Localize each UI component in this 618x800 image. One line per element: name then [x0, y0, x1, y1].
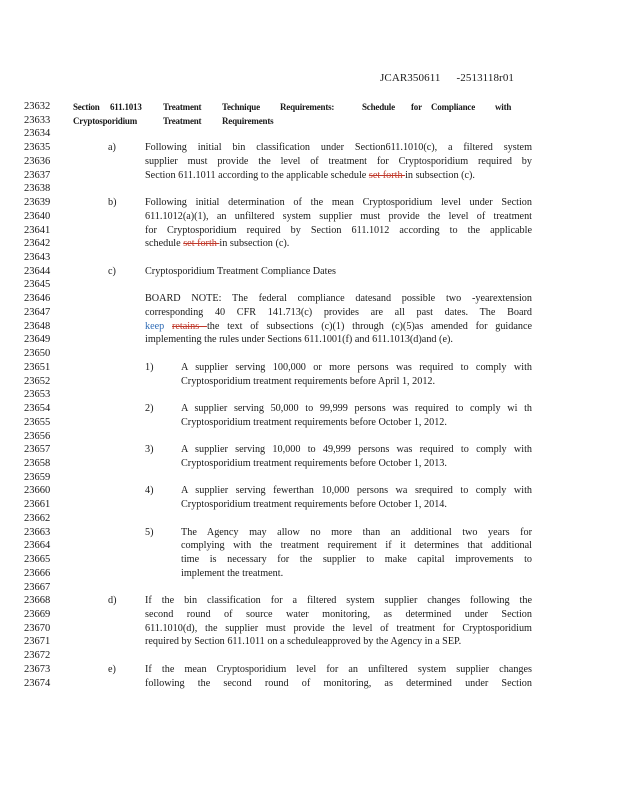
line-text: required by Section 611.1011 on a scheduleapproved by the Agency in a SEP.: [145, 636, 462, 648]
line-number: 23666: [24, 567, 51, 579]
line-text: supplier must provide the level of treatment for Cryptosporidium required by: [145, 155, 532, 167]
line-number: 23644: [24, 265, 51, 277]
line-number: 23649: [24, 334, 51, 346]
item-text: Cryptosporidium treatment requirements before October 1, 2012.: [181, 416, 447, 428]
item-text: Cryptosporidium treatment requirements before October 1, 2014.: [181, 499, 447, 511]
line-text: corresponding 40 CFR 141.713(c) provides are all past dates. The Board: [145, 306, 532, 318]
heading-word: Requirements:: [280, 102, 335, 112]
line-number: 23672: [24, 650, 51, 662]
line-text: If the bin classification for a filtered system supplier changes following the: [145, 595, 532, 607]
line-text: Cryptosporidium Treatment Compliance Dates: [145, 265, 336, 277]
header-document-id: JCAR350611: [380, 72, 441, 84]
heading-word: 611.1013: [110, 102, 142, 112]
inserted-text: keep: [145, 320, 172, 332]
line-number: 23638: [24, 183, 51, 195]
line-text: If the mean Cryptosporidium level for an unfiltered system supplier changes: [145, 663, 532, 675]
line-text: 611.1012(a)(1), an unfiltered system supplier must provide the level of treatment: [145, 210, 532, 222]
line-number: 23662: [24, 512, 51, 524]
line-text: keep retains the text of subsections (c)(1) through (c)(5)as amended for guidance: [145, 320, 533, 332]
line-number: 23655: [24, 416, 51, 428]
line-number: 23660: [24, 485, 51, 497]
line-number: 23641: [24, 224, 51, 236]
line-text: following the second round of monitoring, as determined under Section: [145, 677, 532, 689]
page-header: [380, 72, 514, 84]
line-number: 23652: [24, 375, 51, 387]
line-number: 23657: [24, 444, 51, 456]
heading-word: Cryptosporidium: [73, 115, 138, 126]
line-text: Following initial determination of the mean Cryptosporidium level under Section: [145, 197, 532, 209]
line-number: 23668: [24, 595, 51, 607]
item-text: Cryptosporidium treatment requirements before October 1, 2013.: [181, 457, 447, 469]
line-number: 23650: [24, 348, 51, 360]
line-text: second round of source water monitoring, as determined under Section: [145, 609, 532, 620]
line-number: 23647: [24, 306, 51, 318]
line-number: 23663: [24, 526, 51, 538]
subsection-label: e): [108, 663, 116, 675]
line-number: 23653: [24, 389, 51, 401]
heading-word: for: [411, 102, 422, 112]
item-text: A supplier serving fewerthan 10,000 persons wa srequired to comply with: [181, 485, 532, 497]
heading-word: Treatment: [163, 115, 202, 126]
item-text: A supplier serving 10,000 to 49,999 persons was required to comply with: [181, 444, 532, 456]
line-number: 23645: [24, 279, 51, 291]
item-text: A supplier serving 100,000 or more persons was required to comply with: [181, 361, 532, 373]
line-text: 611.1010(d), the supplier must provide the level of treatment for Cryptosporidium: [145, 622, 532, 634]
heading-word: Section: [73, 102, 100, 112]
line-number: 23674: [24, 677, 51, 689]
line-number: 23635: [24, 142, 51, 154]
line-number: 23633: [24, 114, 51, 126]
line-number: 23640: [24, 210, 51, 222]
item-text: The Agency may allow no more than an additional two years for: [181, 526, 532, 538]
line-number: 23643: [24, 252, 51, 264]
line-number: 23651: [24, 361, 51, 373]
line-number: 23646: [24, 293, 51, 305]
heading-word: Technique: [222, 102, 260, 112]
header-revision-id: -2513118r01: [456, 72, 515, 84]
heading-word: Treatment: [163, 102, 202, 112]
line-number: 23634: [24, 128, 51, 140]
item-label: 3): [145, 444, 154, 456]
subsection-label: c): [108, 265, 116, 277]
line-number: 23639: [24, 197, 51, 209]
line-number: 23642: [24, 238, 51, 250]
item-text: implement the treatment.: [181, 567, 284, 579]
line-number: 23636: [24, 155, 51, 167]
item-label: 5): [145, 526, 154, 538]
item-text: A supplier serving 50,000 to 99,999 persons was required to comply wi th: [181, 403, 532, 415]
line-number: 23673: [24, 663, 51, 675]
line-number: 23658: [24, 457, 51, 469]
line-number: 23664: [24, 540, 51, 552]
line-number: 23669: [24, 609, 51, 620]
heading-word: with: [495, 102, 512, 112]
subsection-label: a): [108, 142, 116, 154]
line-number: 23667: [24, 581, 51, 593]
line-text: BOARD NOTE: The federal compliance datesand possible two -yearextension: [145, 293, 532, 305]
subsection-label: b): [108, 197, 117, 209]
item-text: time is necessary for the supplier to make capital improvements to: [181, 554, 532, 566]
item-text: complying with the treatment requirement if it determines that additional: [181, 540, 532, 552]
line-number: 23671: [24, 636, 51, 648]
line-number: 23648: [24, 320, 51, 332]
deleted-text: set forth: [368, 169, 406, 181]
line-number: 23656: [24, 430, 51, 442]
line-text: schedule set forth in subsection (c).: [145, 238, 290, 250]
item-label: 4): [145, 485, 154, 497]
line-text: Section 611.1011 according to the applicable schedule set forth in subsection (c).: [145, 169, 475, 181]
line-number: 23659: [24, 471, 51, 483]
item-text: Cryptosporidium treatment requirements before April 1, 2012.: [181, 375, 436, 387]
heading-word: Requirements: [222, 115, 274, 126]
line-number: 23665: [24, 554, 51, 566]
line-text: Following initial bin classification under Section611.1010(c), a filtered system: [145, 142, 532, 154]
subsection-label: d): [108, 595, 117, 607]
heading-word: Compliance: [431, 102, 475, 112]
line-number: 23654: [24, 403, 51, 415]
line-text: for Cryptosporidium required by Section 611.1012 according to the applicable: [145, 224, 532, 236]
line-number: 23661: [24, 499, 51, 511]
heading-word: Schedule: [362, 102, 395, 112]
deleted-text: set forth: [183, 238, 220, 250]
deleted-text: retains: [172, 320, 207, 332]
line-number: 23637: [24, 169, 51, 181]
line-text: implementing the rules under Sections 611.1001(f) and 611.1013(d)and (e).: [145, 334, 453, 346]
item-label: 1): [145, 361, 154, 373]
line-number: 23670: [24, 622, 51, 634]
line-number: 23632: [24, 101, 51, 112]
item-label: 2): [145, 403, 154, 415]
